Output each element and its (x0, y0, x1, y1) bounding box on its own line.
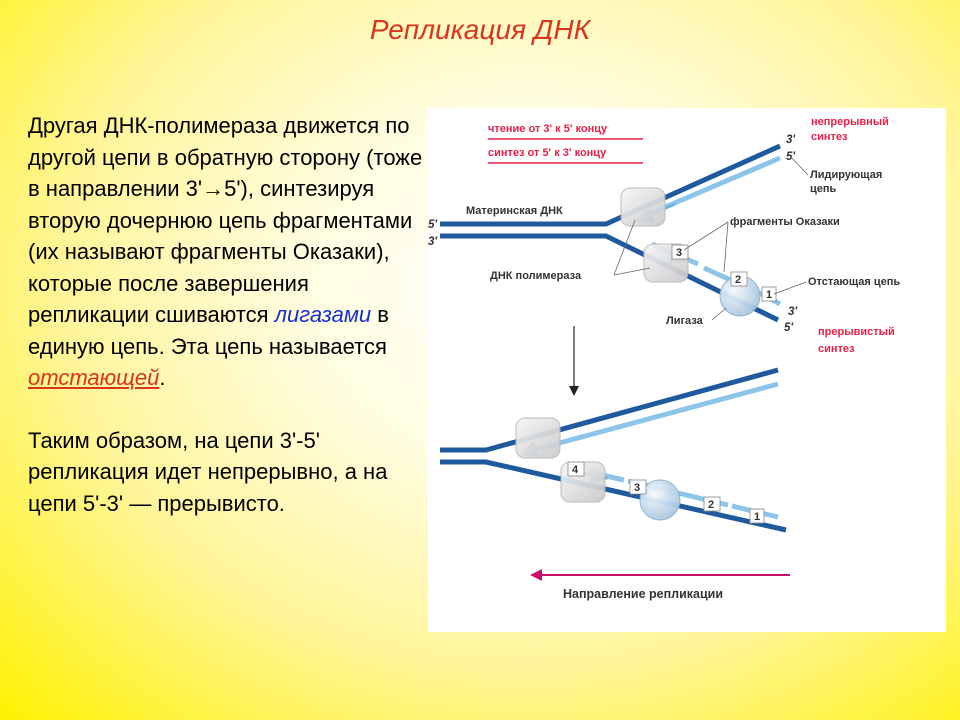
okazaki-leader-2 (724, 222, 728, 272)
body-text (28, 110, 428, 519)
transition-arrow-head (569, 386, 579, 396)
continuous-synthesis-1: непрерывный (811, 116, 889, 128)
discontinuous-synthesis-1: прерывистый (818, 326, 895, 338)
paragraph-1-middle: в единую цепь. Эта цепь называется (28, 302, 389, 359)
bottom-fragment-4-label: 4 (572, 464, 579, 476)
leading-strand-label-2: цепь (810, 183, 837, 195)
bottom-polymerase-leading (516, 418, 560, 458)
diagram-panel (428, 108, 946, 632)
polymerase-label: ДНК полимераза (490, 270, 582, 282)
paragraph-1-end: . (159, 365, 166, 390)
replication-diagram (428, 108, 946, 632)
bottom-lower-strand (440, 462, 786, 530)
bottom-fragment-2-label: 2 (708, 499, 715, 511)
direction-arrow-head (530, 569, 542, 581)
end-3-bottom-right: 3' (788, 306, 798, 318)
end-5-left: 5' (428, 219, 438, 231)
ligase-label: Лигаза (666, 315, 703, 327)
term-ligase: лигазами (274, 302, 372, 327)
legend-synth: синтез от 5' к 3' концу (488, 147, 607, 159)
continuous-synthesis-2: синтез (811, 131, 848, 143)
discontinuous-synthesis-2: синтез (818, 343, 855, 355)
bottom-leading-new-strand (526, 384, 778, 452)
paragraph-2: Таким образом, на цепи 3'-5' репликация идет непрерывно, а на цепи 5'-3' — прерывисто. (28, 427, 388, 516)
fragment-2-label: 2 (735, 274, 742, 286)
bottom-fragment-3-label: 3 (634, 482, 641, 494)
lagging-leader (774, 282, 806, 294)
direction-label: Направление репликации (563, 587, 724, 601)
ligase-leader (712, 308, 726, 320)
maternal-dna-label: Материнская ДНК (466, 205, 563, 217)
lagging-strand-label: Отстающая цепь (808, 276, 901, 288)
okazaki-label: фрагменты Оказаки (730, 216, 840, 228)
bottom-fragment-2 (678, 493, 728, 505)
page-title: Репликация ДНК (369, 14, 591, 45)
end-5-bottom-right: 5' (784, 322, 794, 334)
leading-leader (790, 156, 808, 175)
polymerase-leading (621, 188, 665, 226)
paragraph-1 (28, 110, 428, 394)
fragment-3-label: 3 (676, 247, 683, 259)
paragraph-1-start: Другая ДНК-полимераза движется по другой цепи в обратную сторону (тоже в направлении 3'→5'), синтезируя вторую дочернюю цепь фрагментами (их называют фрагменты Оказаки), которые после завершения репликации сшиваются (28, 113, 423, 327)
leading-strand-label-1: Лидирующая (810, 169, 883, 181)
legend-read: чтение от 3' к 5' концу (488, 123, 608, 135)
bottom-upper-strand (440, 370, 778, 450)
end-3-left: 3' (428, 236, 438, 248)
fragment-1-label: 1 (766, 289, 773, 301)
end-5-top-right: 5' (786, 151, 796, 163)
bottom-fragment-1-label: 1 (754, 511, 761, 523)
end-3-top-right: 3' (786, 134, 796, 146)
okazaki-leader-1 (684, 222, 728, 250)
term-lagging: отстающей (28, 365, 160, 390)
